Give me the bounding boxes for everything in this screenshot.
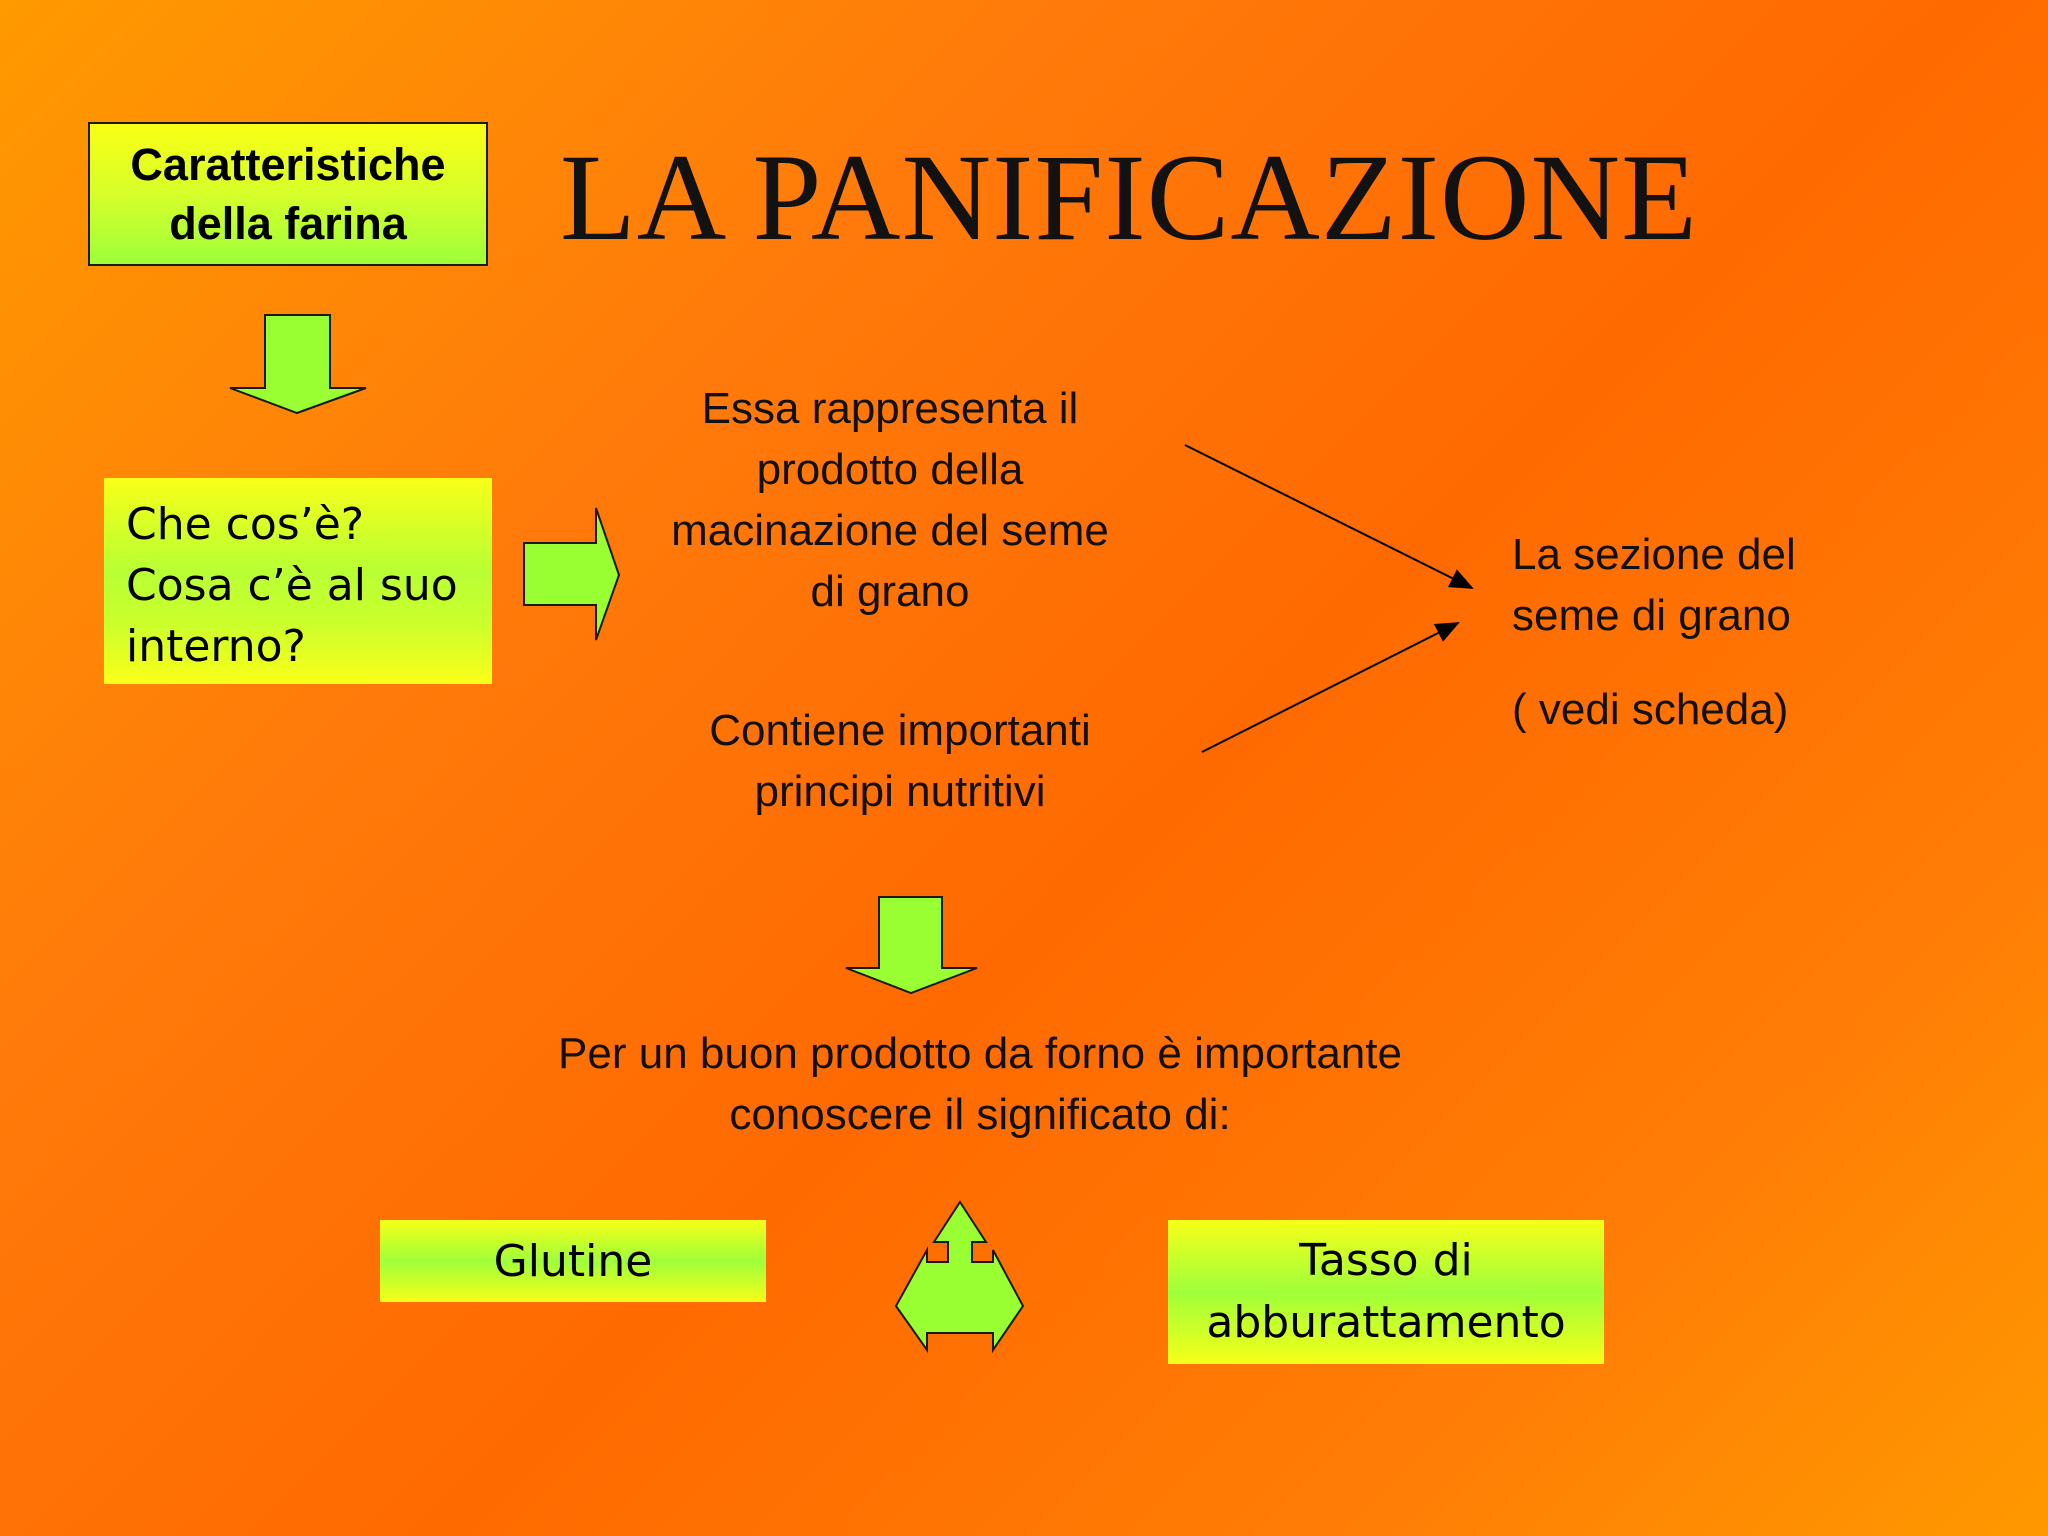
per-un-buon-line2: conoscere il significato di: (729, 1090, 1231, 1139)
tasso-line2: abburattamento (1206, 1297, 1566, 1348)
essa-line3: macinazione del seme (671, 506, 1109, 555)
che-cose-line2: Cosa c’è al suo (126, 560, 458, 611)
arrow-down-icon (846, 897, 977, 993)
page-title: LA PANIFICAZIONE (560, 129, 1698, 266)
sezione-line2: seme di grano (1512, 591, 1791, 640)
caratteristiche-line2: della farina (169, 198, 407, 249)
tasso-line1: Tasso di (1299, 1235, 1473, 1286)
glutine-label: Glutine (493, 1235, 653, 1287)
connector-line-bottom (1202, 623, 1458, 752)
arrow-down-icon (230, 315, 366, 413)
che-cose-line3: interno? (126, 621, 306, 672)
contiene-line1: Contiene importanti (709, 706, 1091, 755)
three-way-arrow-icon (896, 1202, 1023, 1350)
essa-line1: Essa rappresenta il (701, 384, 1079, 433)
arrow-right-icon (524, 508, 619, 640)
vedi-scheda-text: ( vedi scheda) (1512, 685, 1789, 734)
che-cose-line1: Che cos’è? (126, 499, 365, 550)
essa-line2: prodotto della (756, 445, 1024, 494)
sezione-line1: La sezione del (1512, 530, 1796, 579)
connector-line-top (1185, 445, 1472, 588)
caratteristiche-line1: Caratteristiche (130, 139, 446, 190)
contiene-line2: principi nutritivi (754, 767, 1046, 816)
essa-line4: di grano (810, 567, 970, 616)
per-un-buon-line1: Per un buon prodotto da forno è importante (558, 1029, 1402, 1078)
